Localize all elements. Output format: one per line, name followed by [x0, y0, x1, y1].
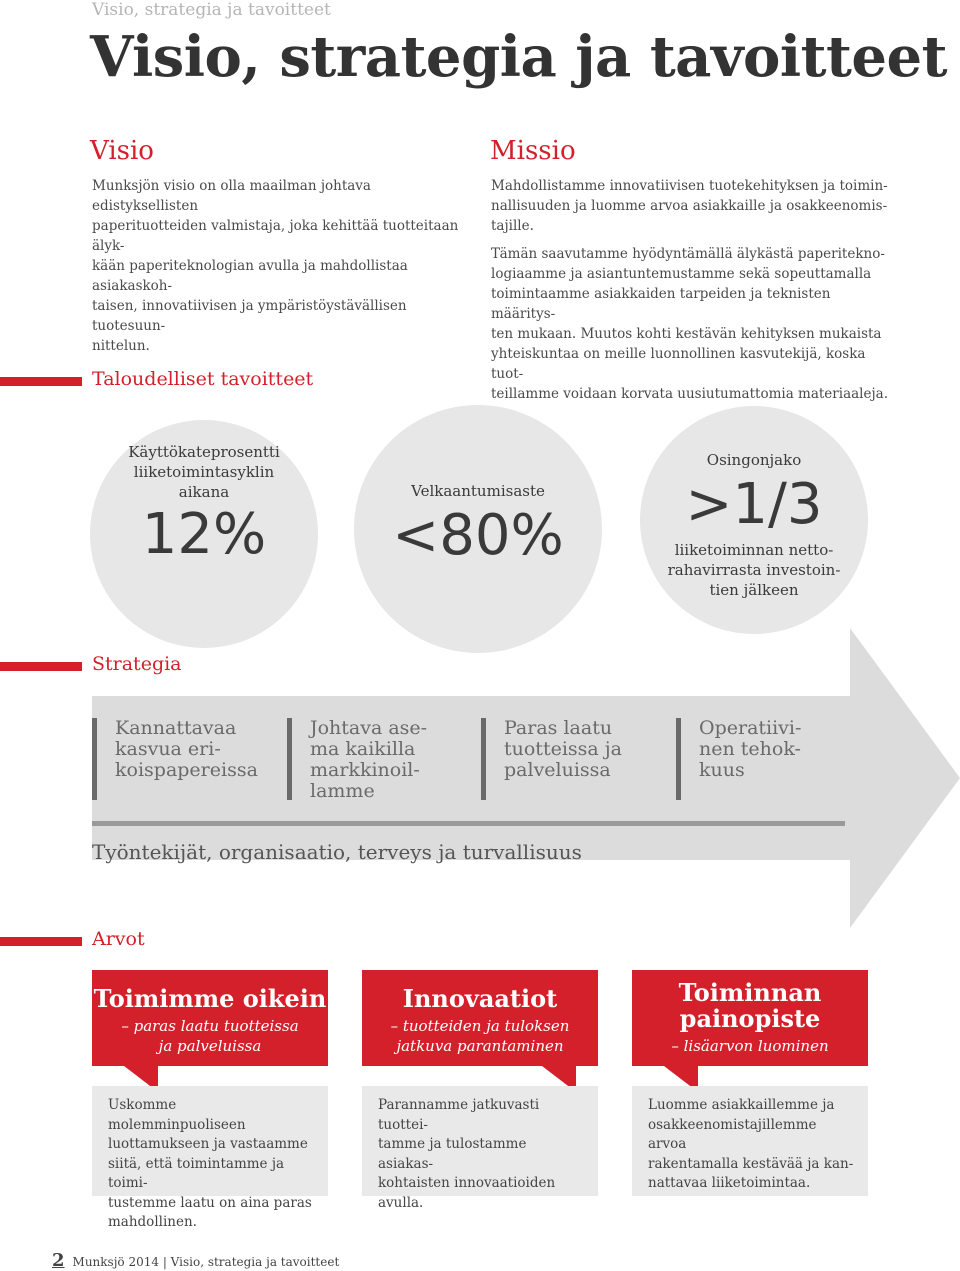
strategy-line: Paras laatu	[504, 717, 613, 739]
strategy-item	[92, 718, 258, 800]
text-line: nittelun.	[92, 338, 150, 354]
value-title: Toimimme oikein	[93, 984, 327, 1013]
text-line: avulla.	[378, 1194, 424, 1211]
visio-heading: Visio	[90, 136, 154, 166]
text-line: kohtaisten innovaatioiden	[378, 1175, 556, 1191]
text-line: ten mukaan. Muutos kohti kestävän kehityksen mukaista	[491, 326, 882, 342]
strategy-line: ma kaikilla	[310, 738, 416, 760]
sub-line: liiketoiminnan netto-	[674, 541, 834, 559]
target-label: Velkaantumisaste	[411, 482, 545, 500]
strategy-line: tuotteissa ja	[504, 738, 622, 760]
text-line: Munksjön visio on olla maailman johtava edistyksellisten	[92, 178, 371, 214]
text-line: kään paperiteknologian avulla ja mahdollistaa asiakaskoh-	[92, 258, 408, 294]
strategy-line: koispapereissa	[115, 759, 258, 781]
sub-line: tien jälkeen	[709, 581, 799, 599]
strategy-line: palveluissa	[504, 759, 611, 781]
target-circle-gearing	[354, 405, 602, 653]
value-title: Toiminnan	[678, 978, 822, 1007]
footer-text: Munksjö 2014 | Visio, strategia ja tavoitteet	[72, 1255, 340, 1269]
text-line: yhteiskuntaa on meille luonnollinen kasvutekijä, koska tuot-	[491, 346, 866, 382]
text-line: Tämän saavutamme hyödyntämällä älykästä paperitekno-	[491, 246, 885, 262]
visio-text	[92, 176, 472, 356]
strategy-line: Operatiivi-	[699, 717, 802, 739]
section-bar	[0, 662, 82, 671]
strategy-line: kasvua eri-	[115, 738, 221, 760]
targets-heading: Taloudelliset tavoitteet	[92, 368, 314, 390]
page-number: 2	[52, 1250, 65, 1271]
section-bar	[0, 377, 82, 386]
text-line: siitä, että toimintamme ja toimi-	[108, 1155, 285, 1191]
sub-line: rahavirrasta investoin-	[667, 561, 841, 579]
text-line: Parannamme jatkuvasti tuottei-	[378, 1097, 540, 1133]
text-line: toimintaamme asiakkaiden tarpeiden ja teknisten määritys-	[491, 286, 831, 322]
label-line: aikana	[178, 483, 230, 501]
strategy-line: Johtava ase-	[310, 717, 428, 739]
strategy-line: kuus	[699, 759, 745, 781]
value-title: painopiste	[679, 1004, 821, 1033]
text-line: paperituotteiden valmistaja, joka kehittää tuotteitaan älyk-	[92, 218, 459, 254]
strategy-line: Kannattavaa	[115, 717, 237, 739]
value-subtitle: – paras laatu tuotteissa	[121, 1017, 299, 1035]
text-line: tajille.	[491, 218, 534, 234]
value-subtitle: – tuotteiden ja tuloksen	[390, 1017, 570, 1035]
text-line: luottamukseen ja vastaamme	[108, 1136, 308, 1152]
text-line: taisen, innovatiivisen ja ympäristöystävällisen tuotesuun-	[92, 298, 407, 334]
missio-text-1	[491, 176, 891, 236]
label-line: Käyttökateprosentti	[128, 443, 280, 461]
strategy-heading: Strategia	[92, 653, 182, 675]
target-sub	[640, 540, 868, 600]
strategy-item	[481, 718, 622, 800]
value-box	[92, 970, 328, 1066]
strategy-foundation: Työntekijät, organisaatio, terveys ja turvallisuus	[92, 840, 582, 864]
text-line: rakentamalla kestävää ja kan-	[648, 1155, 854, 1172]
strategy-item	[676, 718, 801, 800]
target-value: 12%	[141, 502, 267, 567]
target-label	[90, 442, 318, 502]
value-card	[362, 1086, 598, 1211]
value-subtitle: jatkuva parantaminen	[396, 1037, 564, 1055]
target-circle-ebitda	[90, 420, 318, 648]
value-title: Innovaatiot	[402, 984, 558, 1013]
value-subtitle: ja palveluissa	[158, 1037, 262, 1055]
text-line: Luomme asiakkaillemme ja	[648, 1097, 835, 1113]
value-subtitle: – lisäarvon luominen	[671, 1037, 829, 1055]
text-line: teillamme voidaan korvata uusiutumattomia materiaaleja.	[491, 386, 888, 402]
target-circle-dividend	[640, 406, 868, 634]
text-line: logiaamme ja asiantuntemustamme sekä sopeuttamalla	[491, 266, 872, 282]
text-line: Uskomme molemminpuoliseen	[108, 1097, 246, 1133]
strategy-line: markkinoil-	[310, 759, 420, 781]
values-heading: Arvot	[92, 928, 145, 950]
text-line: Mahdollistamme innovatiivisen tuotekehityksen ja toimin-	[491, 178, 888, 194]
label-line: liiketoimintasyklin	[133, 463, 275, 481]
text-line: nattavaa liiketoimintaa.	[648, 1175, 811, 1191]
page-title: Visio, strategia ja tavoitteet	[90, 24, 947, 90]
text-line: tustemme laatu on aina paras	[108, 1194, 312, 1211]
text-line: mahdollinen.	[108, 1214, 197, 1230]
value-box	[362, 970, 598, 1066]
target-value: <80%	[392, 503, 564, 568]
text-line: nallisuuden ja luomme arvoa asiakkaille ja osakkeenomis-	[491, 198, 888, 214]
strategy-line: nen tehok-	[699, 738, 801, 760]
running-head: Visio, strategia ja tavoitteet	[92, 0, 331, 20]
target-label: Osingonjako	[706, 451, 802, 469]
missio-heading: Missio	[490, 136, 576, 166]
value-card	[632, 1086, 868, 1196]
text-line: osakkeenomistajillemme arvoa	[648, 1116, 817, 1152]
strategy-item	[287, 718, 427, 800]
strategy-divider	[92, 821, 845, 826]
text-line: tamme ja tulostamme asiakas-	[378, 1136, 527, 1172]
value-card	[92, 1086, 328, 1230]
value-box	[632, 970, 868, 1066]
target-value: >1/3	[685, 472, 823, 537]
strategy-line: lamme	[310, 780, 375, 802]
section-bar	[0, 937, 82, 946]
footer	[52, 1250, 339, 1271]
missio-text-2	[491, 244, 891, 404]
